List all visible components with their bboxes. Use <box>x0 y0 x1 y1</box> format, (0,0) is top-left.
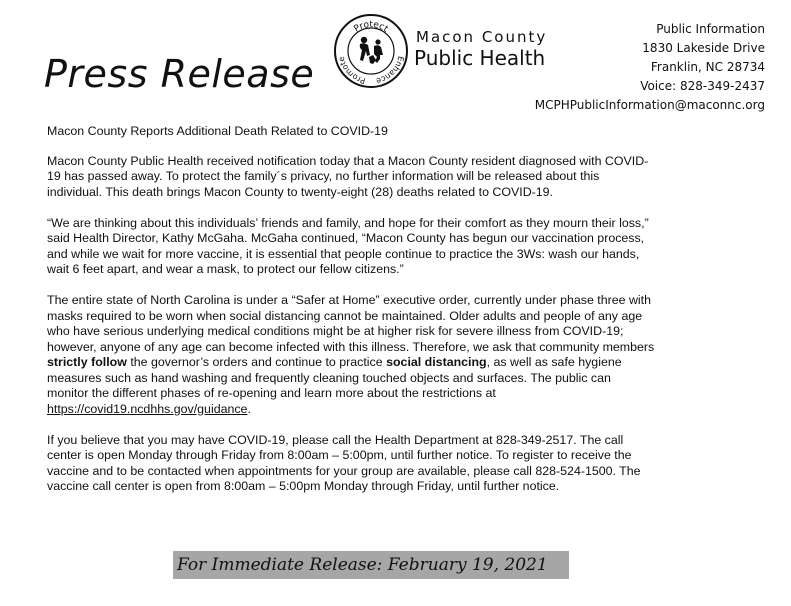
state-order-text-a: The entire state of North Carolina is under a “Safer at Home” executive order, currently under phase three with masks required to be worn when social distancing cannot be maintained. Older adults and people of any age who have serious underlying medical conditions might be at higher risk for severe illness from COVID-19; however, anyone of any age can become infected with this illness. Therefore, we ask that community members <box>47 293 655 354</box>
contact-city: Franklin, NC 28734 <box>650 60 765 74</box>
release-headline: Macon County Reports Additional Death Related to COVID-19 <box>47 124 388 138</box>
org-name-line2: Public Health <box>414 46 546 70</box>
state-order-text-d: , as well as safe hygiene measures such as hand washing and frequently cleaning touched objects and surfaces. The public can monitor the different phases of re-opening and learn more about the restrictions at <box>47 355 622 400</box>
contact-street: 1830 Lakeside Drive <box>642 41 765 55</box>
paragraph-state-order <box>47 293 757 417</box>
seal-left-text: Promote <box>336 55 367 86</box>
immediate-release-date: For Immediate Release: February 19, 2021 <box>173 551 569 579</box>
svg-text:Protect <box>352 20 390 35</box>
org-name-line1: Macon County <box>416 28 548 46</box>
contact-email: MCPHPublicInformation@maconnc.org <box>534 98 765 112</box>
organization-name <box>414 28 547 70</box>
guidance-link[interactable]: https://covid19.ncdhhs.gov/guidance <box>47 401 248 416</box>
press-release-body <box>47 124 757 510</box>
paragraph-announcement: Macon County Public Health received notification today that a Macon County resident diagnosed with COVID- 19 has passed away. To protect the family´s privacy, no further information will be released about this individual. This death brings Macon County to twenty-eight (28) deaths related to COVID-19. <box>47 153 649 199</box>
paragraph-director-quote: “We are thinking about this individuals’ friends and family, and hope for their comfort as they mourn their loss,” said Health Director, Kathy McGaha. McGaha continued, “Macon County has begun our vaccination process, and while we wait for more vaccine, it is essential that people continue to practice the 3Ws: wash our hands, wait 6 feet apart, and wear a mask, to protect our fellow citizens.” <box>47 215 649 276</box>
state-order-end: . <box>247 401 251 416</box>
public-health-seal-logo <box>333 13 409 89</box>
contact-department: Public Information <box>656 22 765 36</box>
bold-social-distancing: social distancing <box>386 355 487 369</box>
seal-right-text: Enhance <box>375 55 406 86</box>
bold-strictly-follow: strictly follow <box>47 355 127 369</box>
state-order-text-c: the governor’s orders and continue to practice <box>126 355 387 369</box>
seal-top-text: Protect <box>352 19 390 35</box>
contact-block <box>535 20 765 115</box>
press-release-title: Press Release <box>44 52 315 96</box>
paragraph-contact-info: If you believe that you may have COVID-19, please call the Health Department at 828-349-2517. The call center is open Monday through Friday from 8:00am – 5:00pm, until further notice. To register to receive the vaccine and to be contacted when appointments for your group are available, please call 828-524-1500. The vaccine call center is open from 8:00am – 5:00pm Monday through Friday, until further notice. <box>47 432 641 493</box>
contact-phone: Voice: 828-349-2437 <box>640 79 765 93</box>
